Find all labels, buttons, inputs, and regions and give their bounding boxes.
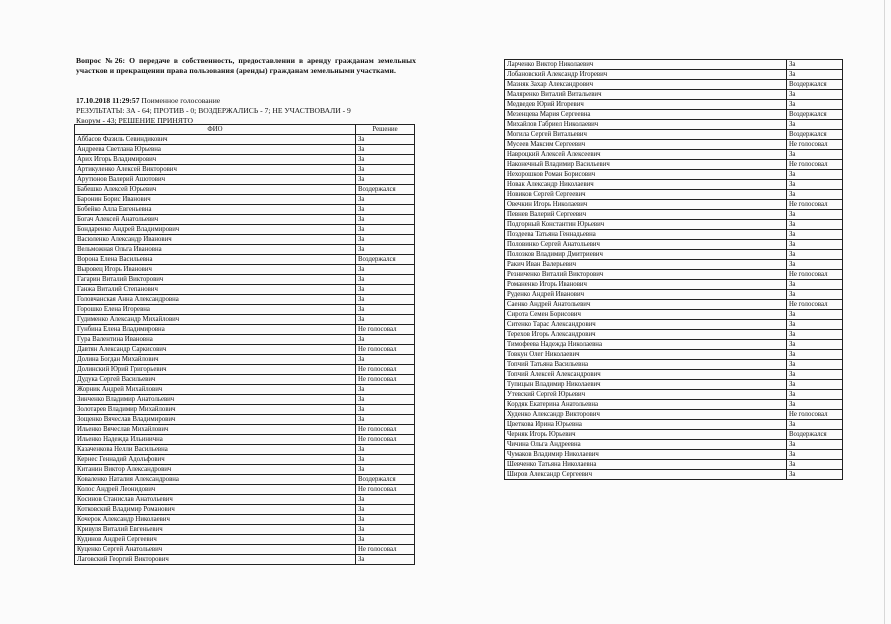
votes-table-left-body	[75, 135, 415, 565]
table-row	[75, 505, 415, 515]
table-row	[75, 335, 415, 345]
member-decision: За	[356, 395, 415, 405]
table-row	[505, 200, 843, 210]
table-row	[505, 180, 843, 190]
table-row	[75, 555, 415, 565]
table-row	[505, 380, 843, 390]
member-name: Нехорошков Роман Борисович	[505, 170, 787, 180]
vote-timestamp: 17.10.2018 11:29:57	[76, 96, 140, 105]
member-name: Андреева Светлана Юрьевна	[75, 145, 356, 155]
member-name: Михайлов Габриел Николаевич	[505, 120, 787, 130]
table-row	[505, 240, 843, 250]
member-name: Подгорный Константин Юрьевич	[505, 220, 787, 230]
table-row	[505, 460, 843, 470]
member-name: Кудинов Андрей Сергеевич	[75, 535, 356, 545]
table-row	[505, 350, 843, 360]
table-row	[505, 400, 843, 410]
member-decision: Не голосовал	[787, 300, 843, 310]
member-decision: За	[787, 230, 843, 240]
member-name: Гудименко Александр Михайлович	[75, 315, 356, 325]
member-name: Ситенко Тарас Александрович	[505, 320, 787, 330]
member-name: Ларченко Виктор Николаевич	[505, 60, 787, 70]
member-name: Косинов Станислав Анатольевич	[75, 495, 356, 505]
vote-results: РЕЗУЛЬТАТЫ: ЗА - 64; ПРОТИВ - 0; ВОЗДЕРЖАЛИСЬ - 7; НЕ УЧАСТВОВАЛИ - 9	[76, 106, 351, 115]
member-decision: Не голосовал	[356, 345, 415, 355]
member-name: Тимофеева Надежда Николаевна	[505, 340, 787, 350]
member-decision: Не голосовал	[356, 425, 415, 435]
member-decision: За	[787, 100, 843, 110]
member-name: Навроцкий Алексей Алексеевич	[505, 150, 787, 160]
table-row	[505, 250, 843, 260]
table-row	[505, 100, 843, 110]
member-name: Арих Игорь Владимирович	[75, 155, 356, 165]
member-decision: За	[356, 385, 415, 395]
member-decision: За	[356, 175, 415, 185]
member-name: Долина Богдан Михайлович	[75, 355, 356, 365]
member-name: Широв Александр Сергеевич	[505, 470, 787, 480]
member-name: Маляренко Виталий Витальевич	[505, 90, 787, 100]
member-decision: За	[356, 335, 415, 345]
member-decision: За	[356, 165, 415, 175]
table-row	[505, 300, 843, 310]
table-row	[505, 190, 843, 200]
table-row	[75, 225, 415, 235]
member-name: Медведев Юрий Игоревич	[505, 100, 787, 110]
member-decision: За	[787, 310, 843, 320]
table-row	[75, 405, 415, 415]
member-name: Казаченкова Нелли Васильевна	[75, 445, 356, 455]
member-decision: Не голосовал	[787, 270, 843, 280]
member-decision: За	[787, 470, 843, 480]
member-decision: За	[356, 195, 415, 205]
member-decision: За	[356, 275, 415, 285]
table-row	[505, 160, 843, 170]
member-decision: Не голосовал	[356, 375, 415, 385]
table-row	[75, 545, 415, 555]
member-name: Зощенко Вячеслав Владимирович	[75, 415, 356, 425]
member-decision: Не голосовал	[787, 140, 843, 150]
member-decision: За	[356, 515, 415, 525]
member-decision: Воздержался	[787, 110, 843, 120]
member-name: Котковский Владимир Романович	[75, 505, 356, 515]
member-name: Ганжа Виталий Степанович	[75, 285, 356, 295]
votes-table-right-body	[505, 60, 843, 480]
table-row	[75, 425, 415, 435]
member-decision: За	[356, 505, 415, 515]
member-decision: За	[787, 170, 843, 180]
header-name: ФИО	[75, 125, 356, 135]
member-decision: За	[356, 455, 415, 465]
member-name: Лобановский Александр Игоревич	[505, 70, 787, 80]
member-decision: За	[356, 355, 415, 365]
vote-summary	[76, 96, 421, 126]
member-name: Романенко Игорь Иванович	[505, 280, 787, 290]
table-row	[505, 390, 843, 400]
member-decision: За	[356, 225, 415, 235]
table-row	[505, 440, 843, 450]
table-row	[505, 60, 843, 70]
member-decision: Воздержался	[356, 475, 415, 485]
table-row	[505, 70, 843, 80]
table-row	[75, 455, 415, 465]
member-name: Китанин Виктор Александрович	[75, 465, 356, 475]
member-decision: За	[787, 450, 843, 460]
member-decision: За	[787, 70, 843, 80]
member-decision: За	[356, 155, 415, 165]
member-decision: За	[787, 370, 843, 380]
table-row	[505, 430, 843, 440]
table-row	[75, 295, 415, 305]
member-name: Золотарев Владимир Михайлович	[75, 405, 356, 415]
member-decision: За	[356, 405, 415, 415]
table-row	[75, 375, 415, 385]
member-decision: За	[787, 390, 843, 400]
member-name: Цветкова Ирина Юрьевна	[505, 420, 787, 430]
member-decision: За	[787, 330, 843, 340]
member-decision: За	[787, 210, 843, 220]
member-name: Поздеева Татьяна Геннадьевна	[505, 230, 787, 240]
member-decision: За	[787, 190, 843, 200]
member-decision: Не голосовал	[356, 545, 415, 555]
member-name: Певнев Валерий Сергеевич	[505, 210, 787, 220]
member-name: Коваленко Наталия Александровна	[75, 475, 356, 485]
table-row	[505, 230, 843, 240]
member-decision: Не голосовал	[356, 485, 415, 495]
table-row	[505, 360, 843, 370]
table-row	[75, 385, 415, 395]
member-name: Бабешко Алексей Юрьевич	[75, 185, 356, 195]
member-decision: За	[787, 420, 843, 430]
member-name: Худенко Александр Викторович	[505, 410, 787, 420]
table-row	[505, 450, 843, 460]
member-name: Саенко Андрей Анатольевич	[505, 300, 787, 310]
member-decision: За	[787, 460, 843, 470]
table-row	[505, 270, 843, 280]
member-decision: За	[787, 220, 843, 230]
member-name: Могила Сергей Витальевич	[505, 130, 787, 140]
member-name: Шевченко Татьяна Николаевна	[505, 460, 787, 470]
member-decision: Воздержался	[356, 255, 415, 265]
member-decision: Не голосовал	[787, 160, 843, 170]
member-name: Гагарин Виталий Викторович	[75, 275, 356, 285]
table-row	[75, 175, 415, 185]
member-name: Долинский Юрий Григорьевич	[75, 365, 356, 375]
member-name: Чумаков Владимир Николаевич	[505, 450, 787, 460]
table-row	[75, 135, 415, 145]
table-row	[75, 445, 415, 455]
member-name: Бондаренко Андрей Владимирович	[75, 225, 356, 235]
member-name: Гура Валентина Ивановна	[75, 335, 356, 345]
member-decision: За	[356, 205, 415, 215]
member-decision: За	[356, 535, 415, 545]
table-row	[75, 305, 415, 315]
member-name: Топчий Алексей Александрович	[505, 370, 787, 380]
member-name: Бобейко Алла Евгеньевна	[75, 205, 356, 215]
member-decision: За	[787, 360, 843, 370]
member-name: Кернес Геннадий Адольфович	[75, 455, 356, 465]
member-decision: Воздержался	[787, 430, 843, 440]
member-name: Сирота Семен Борисович	[505, 310, 787, 320]
page-edge	[884, 0, 885, 624]
vote-timestamp-line	[76, 96, 421, 106]
table-row	[505, 280, 843, 290]
table-row	[75, 495, 415, 505]
table-row	[75, 195, 415, 205]
member-name: Новиков Сергей Сергеевич	[505, 190, 787, 200]
table-row	[75, 145, 415, 155]
member-name: Артикуленко Алексей Викторович	[75, 165, 356, 175]
member-name: Лаговский Георгий Викторович	[75, 555, 356, 565]
member-decision: За	[356, 305, 415, 315]
member-decision: За	[787, 180, 843, 190]
member-name: Кордяк Екатерина Анатольевна	[505, 400, 787, 410]
member-decision: За	[356, 525, 415, 535]
member-name: Богач Алексей Анатольевич	[75, 215, 356, 225]
table-row	[505, 130, 843, 140]
member-name: Мусеев Максим Сергеевич	[505, 140, 787, 150]
member-name: Дудука Сергей Васильевич	[75, 375, 356, 385]
votes-table-left	[74, 124, 415, 565]
member-name: Половинко Сергей Анатольевич	[505, 240, 787, 250]
member-decision: Не голосовал	[356, 435, 415, 445]
table-header-row	[75, 125, 415, 135]
member-decision: За	[787, 350, 843, 360]
member-decision: За	[787, 280, 843, 290]
member-decision: За	[787, 260, 843, 270]
vote-kind: Поименное голосование	[141, 96, 221, 105]
member-decision: За	[787, 290, 843, 300]
table-row	[505, 290, 843, 300]
table-row	[505, 410, 843, 420]
member-decision: За	[356, 295, 415, 305]
member-name: Тупицын Владимир Николаевич	[505, 380, 787, 390]
member-name: Горошко Елена Игоревна	[75, 305, 356, 315]
member-name: Зинченко Владимир Анатольевич	[75, 395, 356, 405]
member-name: Топчий Татьяна Васильевна	[505, 360, 787, 370]
table-row	[75, 355, 415, 365]
member-decision: За	[787, 240, 843, 250]
member-decision: За	[787, 90, 843, 100]
table-row	[75, 485, 415, 495]
table-row	[505, 140, 843, 150]
votes-table-right	[504, 59, 843, 480]
member-decision: За	[787, 150, 843, 160]
member-name: Терехов Игорь Александрович	[505, 330, 787, 340]
member-decision: За	[787, 340, 843, 350]
member-name: Наконечный Владимир Васильевич	[505, 160, 787, 170]
member-name: Давтян Александр Саркисович	[75, 345, 356, 355]
table-row	[505, 330, 843, 340]
table-row	[505, 210, 843, 220]
vote-quorum: Кворум - 43; РЕШЕНИЕ ПРИНЯТО	[76, 116, 193, 125]
member-name: Головчанская Анна Александровна	[75, 295, 356, 305]
member-name: Вельможная Ольга Ивановна	[75, 245, 356, 255]
member-decision: Воздержался	[787, 130, 843, 140]
table-row	[75, 345, 415, 355]
member-decision: За	[356, 415, 415, 425]
table-row	[75, 155, 415, 165]
member-name: Арутюнов Валерий Ашотович	[75, 175, 356, 185]
table-row	[75, 515, 415, 525]
table-row	[75, 535, 415, 545]
table-row	[505, 310, 843, 320]
member-decision: За	[356, 235, 415, 245]
table-row	[75, 275, 415, 285]
table-row	[505, 370, 843, 380]
member-decision: Воздержался	[356, 185, 415, 195]
table-row	[75, 475, 415, 485]
table-row	[75, 525, 415, 535]
member-decision: Не голосовал	[787, 200, 843, 210]
header-decision: Решение	[356, 125, 415, 135]
member-name: Аббасов Фазиль Севиндикович	[75, 135, 356, 145]
table-row	[75, 165, 415, 175]
table-row	[75, 465, 415, 475]
member-name: Полозков Владимир Дмитриевич	[505, 250, 787, 260]
table-row	[75, 285, 415, 295]
member-decision: За	[356, 315, 415, 325]
member-name: Мазняк Захар Александрович	[505, 80, 787, 90]
table-row	[75, 325, 415, 335]
table-row	[75, 435, 415, 445]
table-row	[75, 245, 415, 255]
member-decision: За	[356, 245, 415, 255]
member-decision: Не голосовал	[356, 365, 415, 375]
member-decision: За	[787, 320, 843, 330]
table-row	[75, 205, 415, 215]
table-row	[505, 150, 843, 160]
member-name: Утевский Сергей Юрьевич	[505, 390, 787, 400]
member-decision: За	[356, 445, 415, 455]
table-row	[505, 80, 843, 90]
member-decision: За	[787, 400, 843, 410]
table-row	[505, 110, 843, 120]
member-decision: За	[356, 265, 415, 275]
member-name: Мезенцева Мария Сергеевна	[505, 110, 787, 120]
table-row	[505, 420, 843, 430]
member-decision: За	[356, 285, 415, 295]
table-row	[505, 320, 843, 330]
member-name: Черняк Игорь Юрьевич	[505, 430, 787, 440]
question-heading: Вопрос №26: О передаче в собственность, предоставлении в аренду гражданам земельных участков и прекращении права пользования (аренды) гражданам земельными участками.	[76, 56, 416, 75]
member-name: Чичина Ольга Андреевна	[505, 440, 787, 450]
member-name: Васюленко Александр Иванович	[75, 235, 356, 245]
member-decision: За	[787, 250, 843, 260]
table-row	[505, 220, 843, 230]
member-decision: Воздержался	[787, 80, 843, 90]
member-name: Резниченко Виталий Викторович	[505, 270, 787, 280]
member-name: Ракич Иван Валерьевич	[505, 260, 787, 270]
member-decision: За	[356, 135, 415, 145]
member-decision: Не голосовал	[356, 325, 415, 335]
member-name: Гунбина Елена Владимировна	[75, 325, 356, 335]
member-name: Баронин Борис Иванович	[75, 195, 356, 205]
table-row	[75, 215, 415, 225]
member-name: Товкун Олег Николаевич	[505, 350, 787, 360]
table-row	[505, 470, 843, 480]
member-name: Ворона Елена Васильевна	[75, 255, 356, 265]
member-decision: За	[787, 380, 843, 390]
member-name: Руденко Андрей Иванович	[505, 290, 787, 300]
member-decision: За	[356, 495, 415, 505]
member-decision: Не голосовал	[787, 410, 843, 420]
member-name: Овечкин Игорь Николаевич	[505, 200, 787, 210]
table-row	[75, 235, 415, 245]
table-row	[75, 365, 415, 375]
table-row	[505, 260, 843, 270]
member-decision: За	[356, 465, 415, 475]
member-name: Кочерок Александр Николаевич	[75, 515, 356, 525]
member-name: Новак Александр Николаевич	[505, 180, 787, 190]
member-decision: За	[787, 120, 843, 130]
table-row	[505, 340, 843, 350]
member-decision: За	[787, 440, 843, 450]
member-decision: За	[356, 215, 415, 225]
table-row	[75, 185, 415, 195]
table-row	[75, 255, 415, 265]
table-row	[75, 415, 415, 425]
member-name: Куценко Сергей Анатольевич	[75, 545, 356, 555]
member-decision: За	[356, 555, 415, 565]
table-row	[75, 315, 415, 325]
member-decision: За	[787, 60, 843, 70]
table-row	[75, 395, 415, 405]
table-row	[75, 265, 415, 275]
member-name: Ильенко Надежда Ильинична	[75, 435, 356, 445]
member-name: Кривуля Виталий Евгеньевич	[75, 525, 356, 535]
member-name: Выровец Игорь Иванович	[75, 265, 356, 275]
member-name: Ильенко Вячеслав Михайлович	[75, 425, 356, 435]
member-decision: За	[356, 145, 415, 155]
member-name: Колос Андрей Леонидович	[75, 485, 356, 495]
table-row	[505, 170, 843, 180]
table-row	[505, 90, 843, 100]
member-name: Жорник Андрей Михайлович	[75, 385, 356, 395]
table-row	[505, 120, 843, 130]
